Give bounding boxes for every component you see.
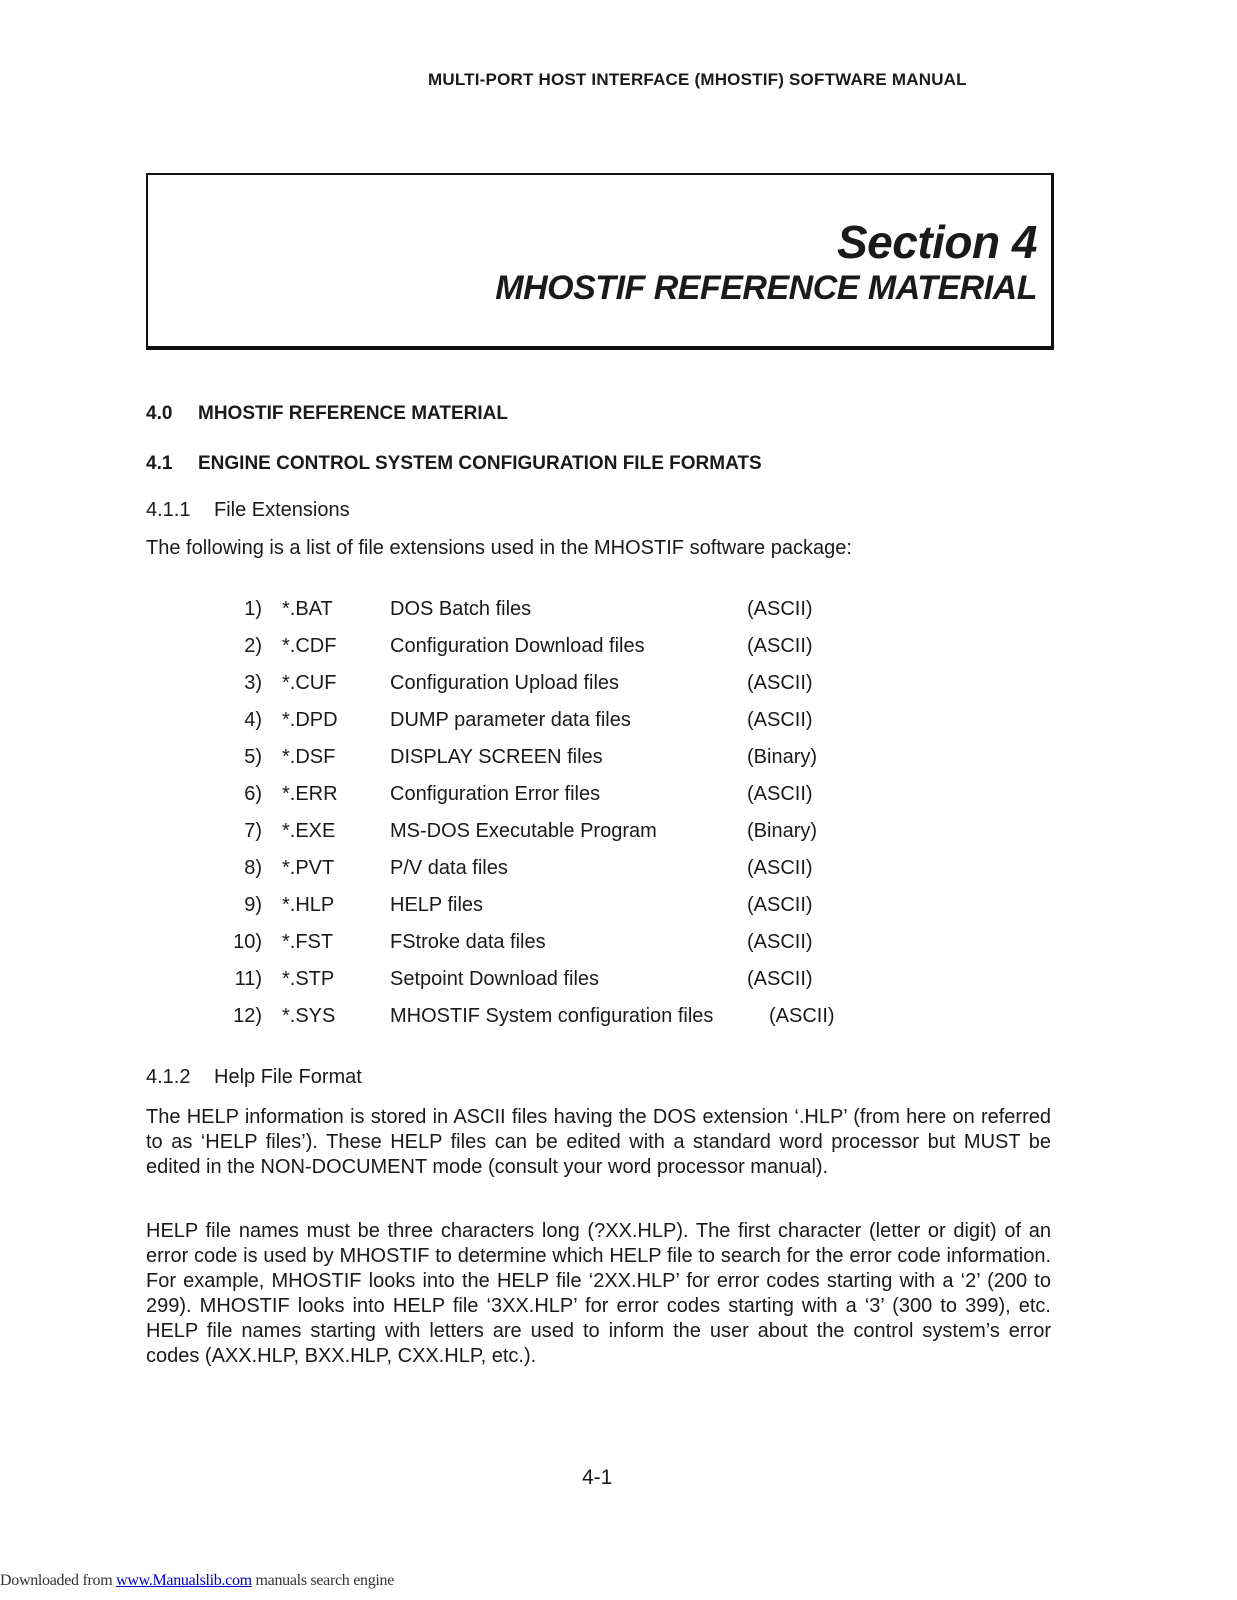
item-type: (ASCII): [769, 1005, 835, 1027]
item-type: (ASCII): [747, 709, 813, 731]
heading-text: Help File Format: [214, 1066, 362, 1088]
item-number: 5): [244, 746, 262, 768]
heading-number: 4.1.1: [146, 499, 191, 521]
page-number: 4-1: [582, 1466, 613, 1489]
heading-text: File Extensions: [214, 499, 350, 521]
item-extension: *.STP: [282, 968, 335, 990]
footer-prefix: Downloaded from: [0, 1572, 117, 1589]
help-paragraph-1: The HELP information is stored in ASCII files having the DOS extension ‘.HLP’ (from here on referred to as ‘HELP files’). These HELP files can be edited with a standard word processor but MUST be edited in the NON-DOCUMENT mode (consult your word processor manual).: [146, 1106, 1051, 1178]
item-description: MHOSTIF System configuration files: [390, 1005, 714, 1027]
item-extension: *.CUF: [282, 672, 337, 694]
item-extension: *.FST: [282, 931, 334, 953]
item-description: DOS Batch files: [390, 598, 532, 620]
item-description: DUMP parameter data files: [390, 709, 631, 731]
item-extension: *.EXE: [282, 820, 336, 842]
item-description: DISPLAY SCREEN files: [390, 746, 603, 768]
manualslib-link[interactable]: www.Manualslib.com: [116, 1572, 252, 1589]
heading-text: ENGINE CONTROL SYSTEM CONFIGURATION FILE FORMATS: [198, 453, 762, 474]
item-type: (ASCII): [747, 894, 813, 916]
footer-suffix: manuals search engine: [251, 1572, 395, 1589]
item-type: (Binary): [747, 746, 818, 768]
item-description: Configuration Upload files: [390, 672, 620, 694]
item-number: 1): [244, 598, 262, 620]
heading-4-1: [146, 453, 762, 475]
item-extension: *.ERR: [282, 783, 338, 805]
item-type: (ASCII): [747, 968, 813, 990]
item-extension: *.BAT: [282, 598, 333, 620]
item-extension: *.DPD: [282, 709, 338, 731]
item-number: 3): [244, 672, 262, 694]
item-type: (ASCII): [747, 635, 813, 657]
item-number: 2): [244, 635, 262, 657]
item-extension: *.PVT: [282, 857, 335, 879]
item-description: Configuration Error files: [390, 783, 601, 805]
item-number: 8): [244, 857, 262, 879]
item-description: HELP files: [390, 894, 484, 916]
item-number: 6): [244, 783, 262, 805]
item-type: (ASCII): [747, 672, 813, 694]
item-description: FStroke data files: [390, 931, 546, 953]
item-type: (ASCII): [747, 598, 813, 620]
item-number: 4): [244, 709, 262, 731]
heading-4-1-2: [146, 1066, 362, 1089]
item-description: P/V data files: [390, 857, 508, 879]
intro-paragraph: The following is a list of file extensions used in the MHOSTIF software package:: [146, 537, 852, 559]
heading-text: MHOSTIF REFERENCE MATERIAL: [198, 403, 508, 424]
heading-number: 4.0: [146, 403, 173, 424]
item-type: (ASCII): [747, 931, 813, 953]
heading-number: 4.1.2: [146, 1066, 191, 1088]
item-type: (ASCII): [747, 783, 813, 805]
item-description: MS-DOS Executable Program: [390, 820, 657, 842]
section-title-box: [146, 173, 1054, 350]
item-number: 11): [234, 968, 262, 990]
item-number: 7): [244, 820, 262, 842]
heading-number: 4.1: [146, 453, 173, 474]
heading-4-0: [146, 403, 508, 425]
item-extension: *.SYS: [282, 1005, 336, 1027]
item-description: Configuration Download files: [390, 635, 645, 657]
item-type: (Binary): [747, 820, 818, 842]
item-number: 9): [244, 894, 262, 916]
running-header: MULTI-PORT HOST INTERFACE (MHOSTIF) SOFTWARE MANUAL: [428, 70, 967, 89]
item-extension: *.HLP: [282, 894, 335, 916]
item-number: 10): [233, 931, 262, 953]
item-extension: *.CDF: [282, 635, 337, 657]
item-type: (ASCII): [747, 857, 813, 879]
section-number: Section 4: [836, 216, 1037, 268]
item-extension: *.DSF: [282, 746, 336, 768]
download-footer: [0, 1572, 394, 1590]
item-description: Setpoint Download files: [390, 968, 600, 990]
section-title: MHOSTIF REFERENCE MATERIAL: [495, 269, 1037, 307]
item-number: 12): [233, 1005, 262, 1027]
heading-4-1-1: [146, 499, 350, 522]
help-paragraph-2: HELP file names must be three characters long (?XX.HLP). The first character (letter or digit) of an error code is used by MHOSTIF to determine which HELP file to search for the error code information. For example, MHOSTIF looks into the HELP file ‘2XX.HLP’ for error codes starting with a ‘2’ (200 to 299). MHOSTIF looks into HELP file ‘3XX.HLP’ for error codes starting with a ‘3’ (300 to 399), etc. HELP file names starting with letters are used to inform the user about the control system’s error codes (AXX.HLP, BXX.HLP, CXX.HLP, etc.).: [146, 1220, 1051, 1367]
